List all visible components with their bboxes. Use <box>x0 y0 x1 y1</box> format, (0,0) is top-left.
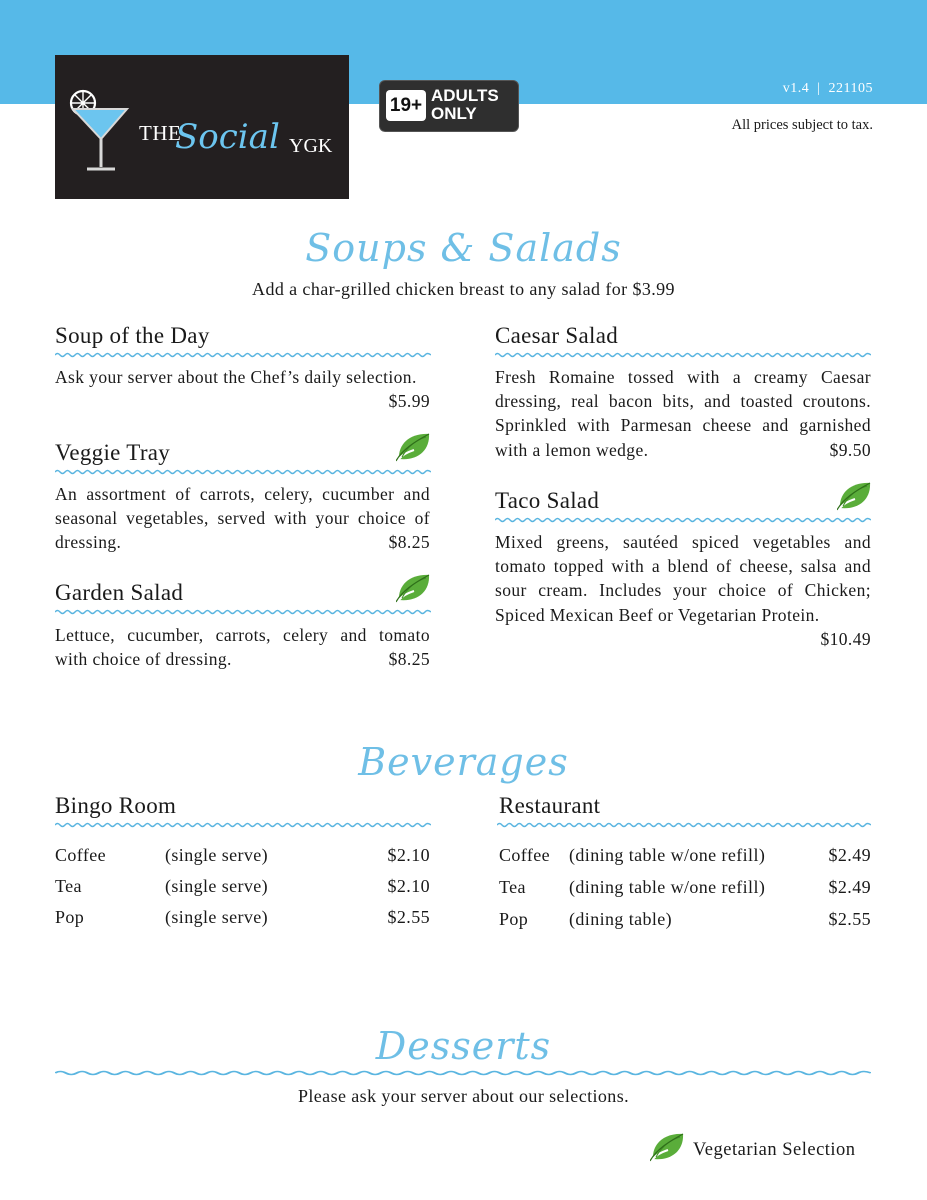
bingo-row-tea <box>55 876 430 900</box>
vegetarian-legend-label: Vegetarian Selection <box>693 1140 856 1160</box>
drink-desc: (dining table w/one refill) <box>569 845 766 865</box>
drink-price: $2.49 <box>828 877 871 897</box>
restaurant-row-tea <box>499 877 871 901</box>
item-title-caesar-salad: Caesar Salad <box>495 323 619 348</box>
restaurant-row-coffee <box>499 845 871 869</box>
item-title-veggie-tray: Veggie Tray <box>55 440 171 465</box>
drink-name: Coffee <box>499 845 551 865</box>
item-desc-text: Fresh Romaine tossed with a creamy Caesar dressing, real bacon bits, and toasted croutons. Sprinkled with Parmesan cheese and garnished with a lemon wedge. <box>495 367 871 460</box>
section-title-beverages: Beverages <box>358 740 569 784</box>
drink-price: $2.55 <box>828 909 871 929</box>
drink-desc: (dining table) <box>569 909 673 929</box>
drink-name: Tea <box>499 877 526 897</box>
martini-glass-icon <box>67 85 133 175</box>
adults-only-text <box>431 87 499 123</box>
wavy-divider <box>495 352 871 358</box>
leaf-icon <box>650 1130 686 1162</box>
item-desc-text: Lettuce, cucumber, carrots, celery and tomato with choice of dressing. <box>55 625 430 670</box>
item-price: $8.25 <box>388 532 430 553</box>
drink-price: $2.10 <box>387 876 430 896</box>
drink-price: $2.49 <box>828 845 871 865</box>
wavy-divider <box>497 822 871 828</box>
logo-ygk: YGK <box>289 135 333 157</box>
item-desc-text: Ask your server about the Chef’s daily selection. <box>55 367 417 387</box>
adults-only-badge <box>379 80 519 132</box>
item-desc-text: An assortment of carrots, celery, cucumber and seasonal vegetables, served with your choice of dressing. <box>55 484 430 553</box>
drink-price: $2.55 <box>387 907 430 927</box>
only-line: ONLY <box>431 104 477 123</box>
wavy-divider <box>55 352 431 358</box>
restaurant-title: Restaurant <box>499 793 601 818</box>
item-desc-garden-salad <box>55 623 430 671</box>
leaf-icon <box>396 571 432 603</box>
leaf-icon <box>396 430 432 462</box>
drink-desc: (single serve) <box>165 907 269 927</box>
section-title-desserts: Desserts <box>375 1024 552 1068</box>
logo-the: THE <box>139 121 182 145</box>
chicken-addon-note: Add a char-grilled chicken breast to any salad for $3.99 <box>252 279 675 299</box>
item-title-garden-salad: Garden Salad <box>55 580 184 605</box>
wavy-divider <box>55 1070 871 1076</box>
drink-name: Coffee <box>55 845 107 865</box>
desserts-note: Please ask your server about our selections. <box>297 1086 629 1106</box>
item-desc-taco-salad <box>495 530 871 651</box>
drink-price: $2.10 <box>387 845 430 865</box>
drink-name: Pop <box>499 909 529 929</box>
wavy-divider <box>55 822 431 828</box>
bingo-row-coffee <box>55 845 430 869</box>
item-desc-text: Mixed greens, sautéed spiced vegetables and tomato topped with a blend of cheese, salsa and sour cream. Includes your choice of Chicken; Spiced Mexican Beef or Vegetarian Protein. <box>495 532 871 625</box>
drink-desc: (dining table w/one refill) <box>569 877 766 897</box>
tax-note: All prices subject to tax. <box>731 117 873 133</box>
item-desc-caesar-salad <box>495 365 871 462</box>
section-title-soups-salads: Soups & Salads <box>305 226 622 270</box>
leaf-icon <box>837 479 873 511</box>
drink-name: Tea <box>55 876 82 896</box>
restaurant-row-pop <box>499 909 871 933</box>
drink-desc: (single serve) <box>165 845 269 865</box>
wavy-divider <box>55 609 431 615</box>
item-price: $8.25 <box>388 649 430 670</box>
age-number: 19+ <box>386 90 426 121</box>
item-price: $10.49 <box>820 628 871 649</box>
item-desc-soup-of-the-day <box>55 365 430 413</box>
drink-name: Pop <box>55 907 85 927</box>
logo-social: Social <box>175 117 280 157</box>
wavy-divider <box>55 469 431 475</box>
item-price: $5.99 <box>388 391 430 412</box>
drink-desc: (single serve) <box>165 876 269 896</box>
item-title-taco-salad: Taco Salad <box>495 488 600 513</box>
bingo-room-title: Bingo Room <box>55 793 177 818</box>
bingo-row-pop <box>55 907 430 931</box>
version-label: v1.4 | 221105 <box>782 81 873 96</box>
wavy-divider <box>495 517 871 523</box>
item-price: $9.50 <box>829 439 871 460</box>
logo <box>55 55 349 199</box>
item-desc-veggie-tray <box>55 482 430 555</box>
item-title-soup-of-the-day: Soup of the Day <box>55 323 210 348</box>
adults-line: ADULTS <box>431 86 499 105</box>
